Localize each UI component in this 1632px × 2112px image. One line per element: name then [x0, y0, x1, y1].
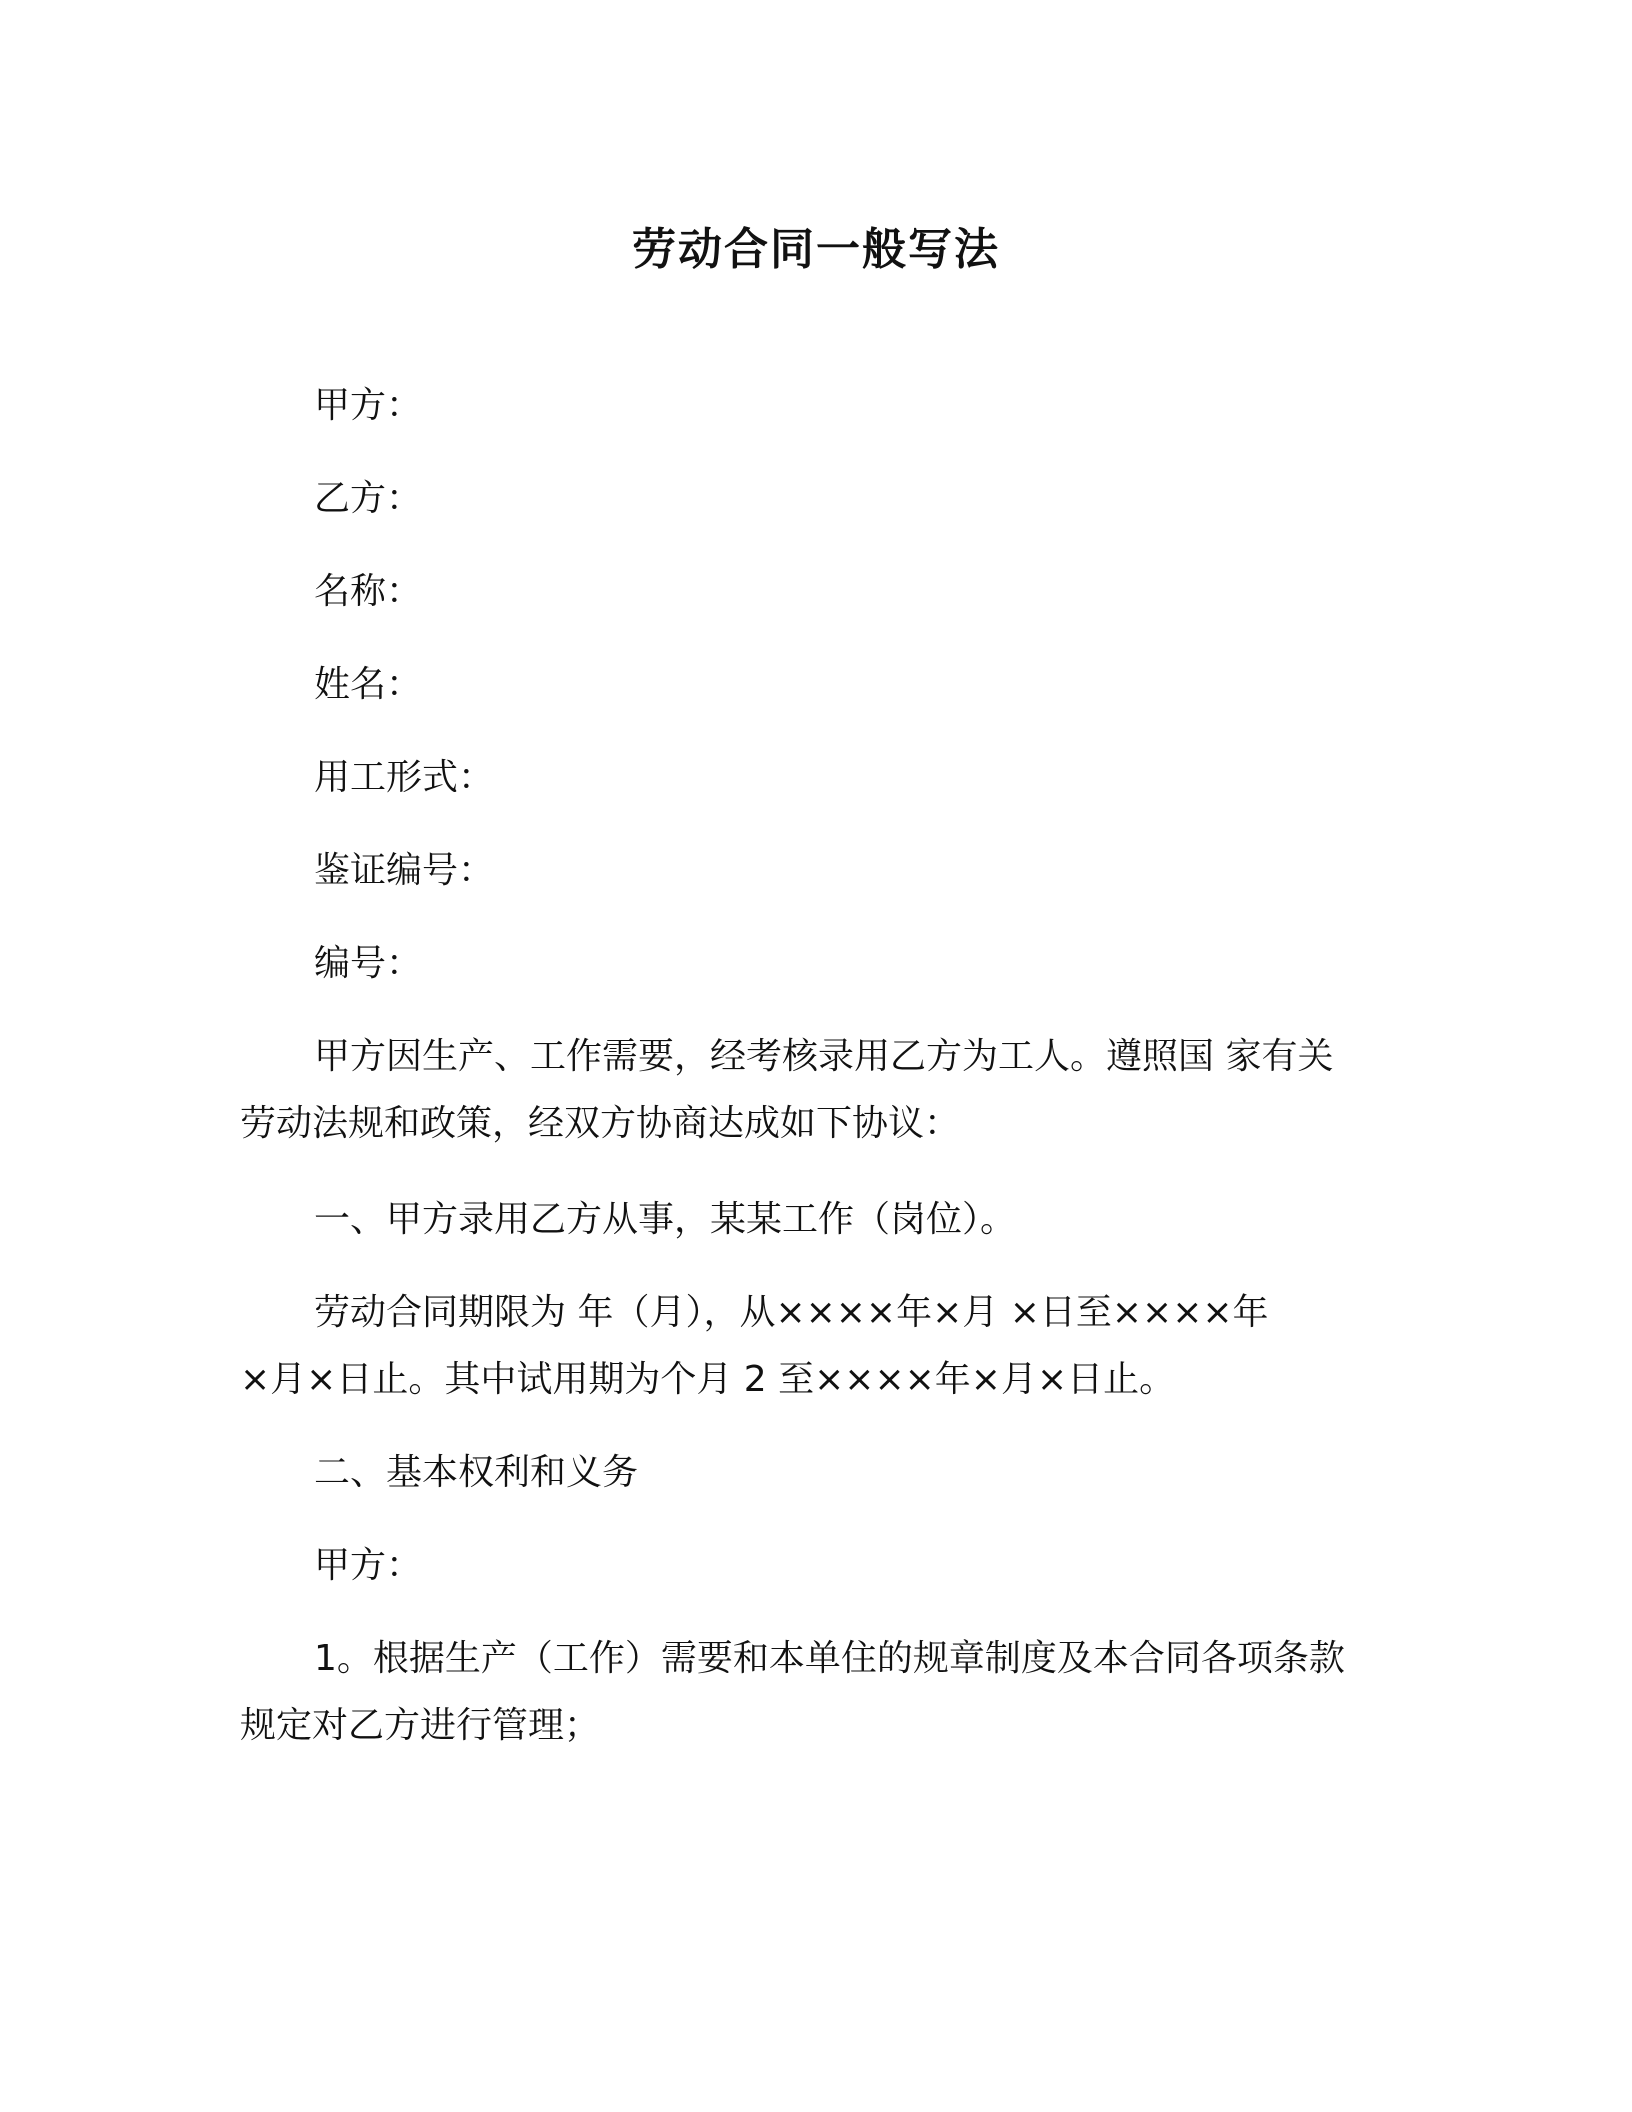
preamble-line-2: 劳动法规和政策，经双方协商达成如下协议：: [240, 1103, 961, 1144]
certification-number-field: 鉴证编号：: [314, 850, 495, 891]
employment-form-field: 用工形式：: [314, 757, 495, 798]
person-name-field: 姓名：: [314, 664, 423, 705]
serial-number-field: 编号：: [314, 943, 423, 984]
clause-2-item-1-line-1: 1。根据生产（工作）需要和本单住的规章制度及本合同各项条款: [314, 1638, 1345, 1679]
clause-2-heading: 二、基本权利和义务: [314, 1452, 639, 1493]
clause-1-heading: 一、甲方录用乙方从事，某某工作（岗位）。: [314, 1199, 1017, 1240]
preamble-line-1: 甲方因生产、工作需要，经考核录用乙方为工人。遵照国 家有关: [314, 1036, 1334, 1077]
party-b-field: 乙方：: [314, 478, 423, 519]
clause-2-party-a-label: 甲方：: [314, 1545, 423, 1586]
document-title: 劳动合同一般写法: [632, 224, 1000, 275]
contract-term-line-1: 劳动合同期限为 年（月），从××××年×月 ×日至××××年: [314, 1292, 1269, 1333]
contract-term-line-2: ×月×日止。其中试用期为个月 2 至××××年×月×日止。: [240, 1359, 1176, 1400]
party-a-field: 甲方：: [314, 385, 423, 426]
name-label-field: 名称：: [314, 571, 423, 612]
clause-2-item-1-line-2: 规定对乙方进行管理；: [240, 1705, 601, 1746]
